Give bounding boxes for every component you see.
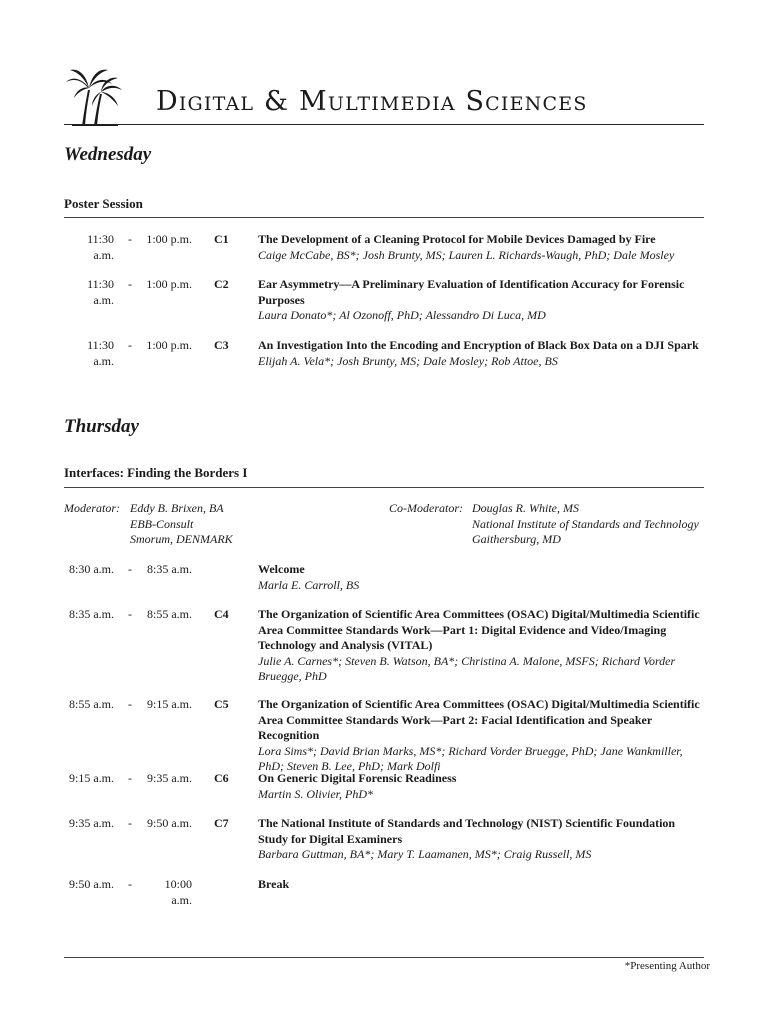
start-time: 9:35 a.m.: [69, 816, 114, 830]
start-time: 11:30 a.m.: [87, 277, 114, 307]
time-separator: -: [128, 697, 132, 711]
presentation-authors: Marla E. Carroll, BS: [258, 577, 360, 592]
presentation-code: C7: [214, 816, 229, 830]
presentation-title: An Investigation Into the Encoding and Encryption of Black Box Data on a DJI Spark: [258, 338, 699, 352]
time-separator: -: [128, 771, 132, 785]
comoderator-name: Douglas R. White, MS: [472, 501, 579, 515]
moderator-name: Eddy B. Brixen, BA: [130, 501, 224, 515]
presentation-title: The Organization of Scientific Area Committees (OSAC) Digital/Multimedia Scientific Area Committee Standards Work—Part 2: Facial Identification and Speaker Recognition: [258, 697, 700, 742]
time-separator: -: [128, 277, 132, 291]
header-rule: [64, 124, 704, 125]
presentation-code: C2: [214, 277, 229, 291]
time-separator: -: [128, 562, 132, 576]
day-heading-thursday: Thursday: [64, 416, 139, 437]
time-separator: -: [128, 816, 132, 830]
presentation-authors: Laura Donato*; Al Ozonoff, PhD; Alessandro Di Luca, MD: [258, 308, 546, 322]
end-time: 9:15 a.m.: [147, 697, 192, 711]
presentation-code: C4: [214, 607, 229, 621]
day-heading-wednesday: Wednesday: [64, 144, 152, 165]
comoderator-label: Co-Moderator:: [389, 501, 463, 515]
time-separator: -: [128, 607, 132, 621]
end-time: 1:00 p.m.: [146, 338, 192, 352]
start-time: 8:30 a.m.: [69, 562, 114, 576]
presentation-authors: Elijah A. Vela*; Josh Brunty, MS; Dale Mosley; Rob Attoe, BS: [258, 353, 558, 368]
section-heading-poster: Poster Session: [64, 196, 143, 211]
end-time: 9:35 a.m.: [147, 771, 192, 785]
presentation-code: C6: [214, 771, 229, 785]
time-separator: -: [128, 877, 132, 891]
presentation-authors: Julie A. Carnes*; Steven B. Watson, BA*; Christina A. Malone, MSFS; Richard Vorder Bruegge, PhD: [258, 653, 676, 683]
presentation-code: C3: [214, 338, 229, 352]
end-time: 9:50 a.m.: [147, 816, 192, 830]
footer-rule: [64, 957, 704, 958]
presentation-authors: Martin S. Olivier, PhD*: [258, 786, 373, 801]
presentation-authors: Barbara Guttman, BA*; Mary T. Laamanen, MS*; Craig Russell, MS: [258, 847, 592, 861]
presentation-title: The Development of a Cleaning Protocol for Mobile Devices Damaged by Fire: [258, 232, 656, 246]
comoderator-org: National Institute of Standards and Technology: [472, 516, 699, 531]
page-title: Digital & Multimedia Sciences: [156, 86, 588, 117]
end-time: 8:35 a.m.: [147, 562, 192, 576]
start-time: 11:30 a.m.: [87, 338, 114, 368]
presentation-authors: Lora Sims*; David Brian Marks, MS*; Richard Vorder Bruegge, PhD; Jane Wankmiller, PhD; Steven B. Lee, PhD; Mark Dolfi: [258, 743, 683, 773]
palm-tree-icon: [64, 64, 128, 128]
moderator-org: EBB-Consult: [130, 516, 194, 531]
presentation-authors: Caige McCabe, BS*; Josh Brunty, MS; Lauren L. Richards-Waugh, PhD; Dale Mosley: [258, 247, 675, 262]
presentation-code: C5: [214, 697, 229, 711]
presentation-title: Break: [258, 877, 290, 891]
presentation-title: The National Institute of Standards and Technology (NIST) Scientific Foundation Study for Digital Examiners: [258, 816, 676, 846]
presentation-title: On Generic Digital Forensic Readiness: [258, 771, 457, 785]
presentation-title: Ear Asymmetry—A Preliminary Evaluation of Identification Accuracy for Forensic Purposes: [258, 277, 685, 307]
presentation-code: C1: [214, 232, 229, 246]
start-time: 9:15 a.m.: [69, 771, 114, 785]
section-rule: [64, 487, 704, 488]
start-time: 8:35 a.m.: [69, 607, 114, 621]
comoderator-location: Gaithersburg, MD: [472, 532, 561, 546]
end-time: 8:55 a.m.: [147, 607, 192, 621]
end-time: 10:00 a.m.: [164, 877, 192, 907]
moderator-label: Moderator:: [64, 501, 120, 515]
moderator-location: Smorum, DENMARK: [130, 532, 233, 546]
section-heading-interfaces: Interfaces: Finding the Borders I: [64, 465, 248, 480]
start-time: 11:30 a.m.: [87, 232, 114, 262]
time-separator: -: [128, 232, 132, 246]
presentation-title: The Organization of Scientific Area Committees (OSAC) Digital/Multimedia Scientific Area Committee Standards Work—Part 1: Digital Evidence and Video/Imaging Technology and Analysis (VITAL): [258, 607, 700, 652]
end-time: 1:00 p.m.: [146, 277, 192, 291]
start-time: 8:55 a.m.: [69, 697, 114, 711]
start-time: 9:50 a.m.: [69, 877, 114, 891]
time-separator: -: [128, 338, 132, 352]
footer-note: *Presenting Author: [624, 960, 710, 972]
presentation-title: Welcome: [258, 562, 305, 576]
section-rule: [64, 217, 704, 218]
end-time: 1:00 p.m.: [146, 232, 192, 246]
